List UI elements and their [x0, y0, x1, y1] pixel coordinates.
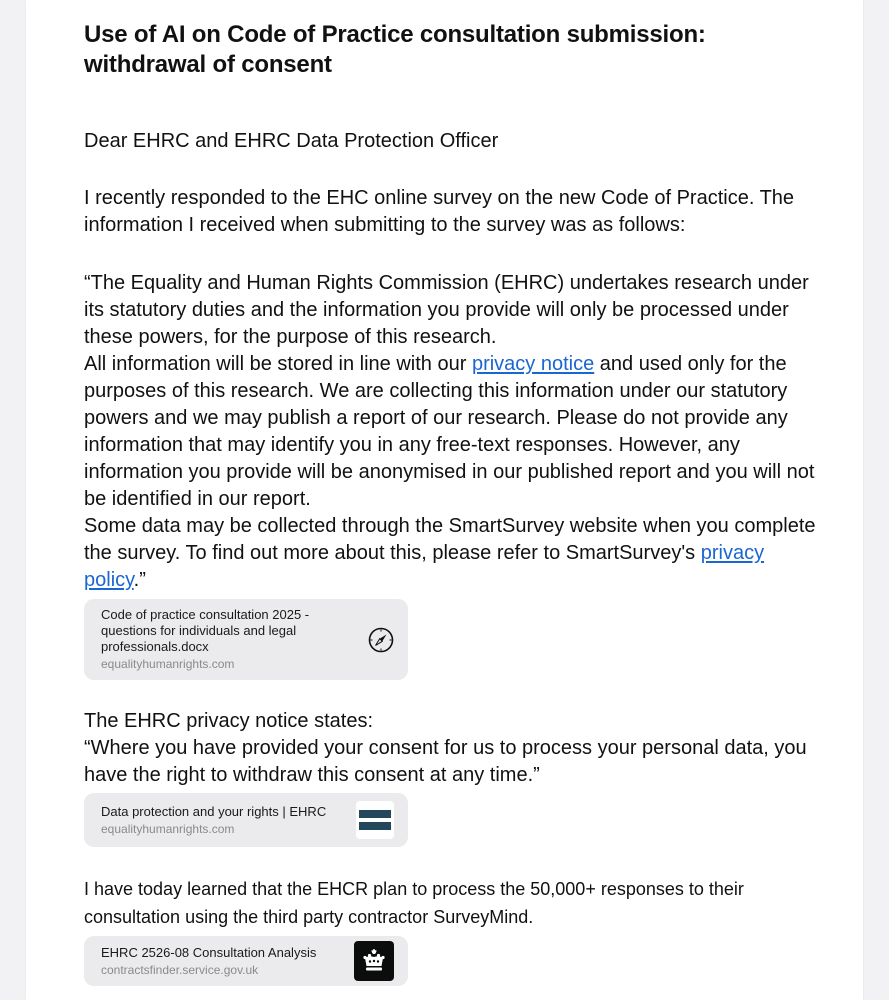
card-title: Data protection and your rights | EHRC: [101, 803, 327, 819]
privacy-quote: “Where you have provided your consent for us to process your personal data, you have the right to withdraw this consent at any time.”: [84, 737, 807, 786]
privacy-notice-link[interactable]: privacy notice: [471, 353, 595, 375]
document-content: [84, 20, 824, 986]
salutation: Dear EHRC and EHRC Data Protection Officer: [84, 130, 499, 152]
link-preview-card-data-protection[interactable]: [84, 793, 408, 847]
learned-paragraph: I have today learned that the EHCR plan to process the 50,000+ responses to their consultation using the third party contractor SurveyMind.: [84, 879, 744, 927]
privacy-intro: The EHRC privacy notice states:: [84, 710, 373, 732]
link-preview-card-contract[interactable]: [84, 936, 408, 986]
quote-text: and used only for the purposes of this research. We are collecting this information under our statutory powers and we may publish a report of our research. Please do not provide any information that may identify you in any free-text responses. However, any information you provide will be anonymised in our published report and you will not be identified in our report.: [84, 353, 815, 510]
quote-text: Some data may be collected through the SmartSurvey website when you complete the survey. To find out more about this, please refer to SmartSurvey's: [84, 515, 816, 564]
link-preview-card-consultation[interactable]: [84, 599, 408, 680]
card-text: [101, 607, 368, 672]
quote-paragraph-1: “The Equality and Human Rights Commission (EHRC) undertakes research under its statutory duties and the information you provide will only be processed under these powers, for the purpose of this research.: [84, 272, 809, 348]
quote-text: All information will be stored in line with our: [84, 353, 472, 375]
crown-icon: [354, 941, 394, 981]
page-title: Use of AI on Code of Practice consultation submission: withdrawal of consent: [84, 21, 706, 78]
intro-paragraph: I recently responded to the EHC online survey on the new Code of Practice. The information I received when submitting to the survey was as follows:: [84, 187, 795, 236]
compass-icon: [368, 627, 394, 653]
ehrc-logo-icon: [356, 801, 394, 839]
quote-paragraph-2: [84, 351, 824, 513]
card-domain: contractsfinder.service.gov.uk: [101, 962, 259, 977]
card-text: [101, 804, 356, 837]
card-domain: equalityhumanrights.com: [101, 657, 235, 671]
document-page: [26, 0, 863, 1000]
card-title: Code of practice consultation 2025 - questions for individuals and legal professionals.docx: [101, 607, 310, 654]
card-title: EHRC 2526-08 Consultation Analysis: [101, 944, 317, 960]
quote-text: .”: [133, 569, 146, 591]
quote-paragraph-3: [84, 513, 824, 594]
card-text: [101, 945, 354, 978]
card-domain: equalityhumanrights.com: [101, 821, 235, 836]
privacy-policy-link[interactable]: privacy policy: [84, 542, 765, 591]
